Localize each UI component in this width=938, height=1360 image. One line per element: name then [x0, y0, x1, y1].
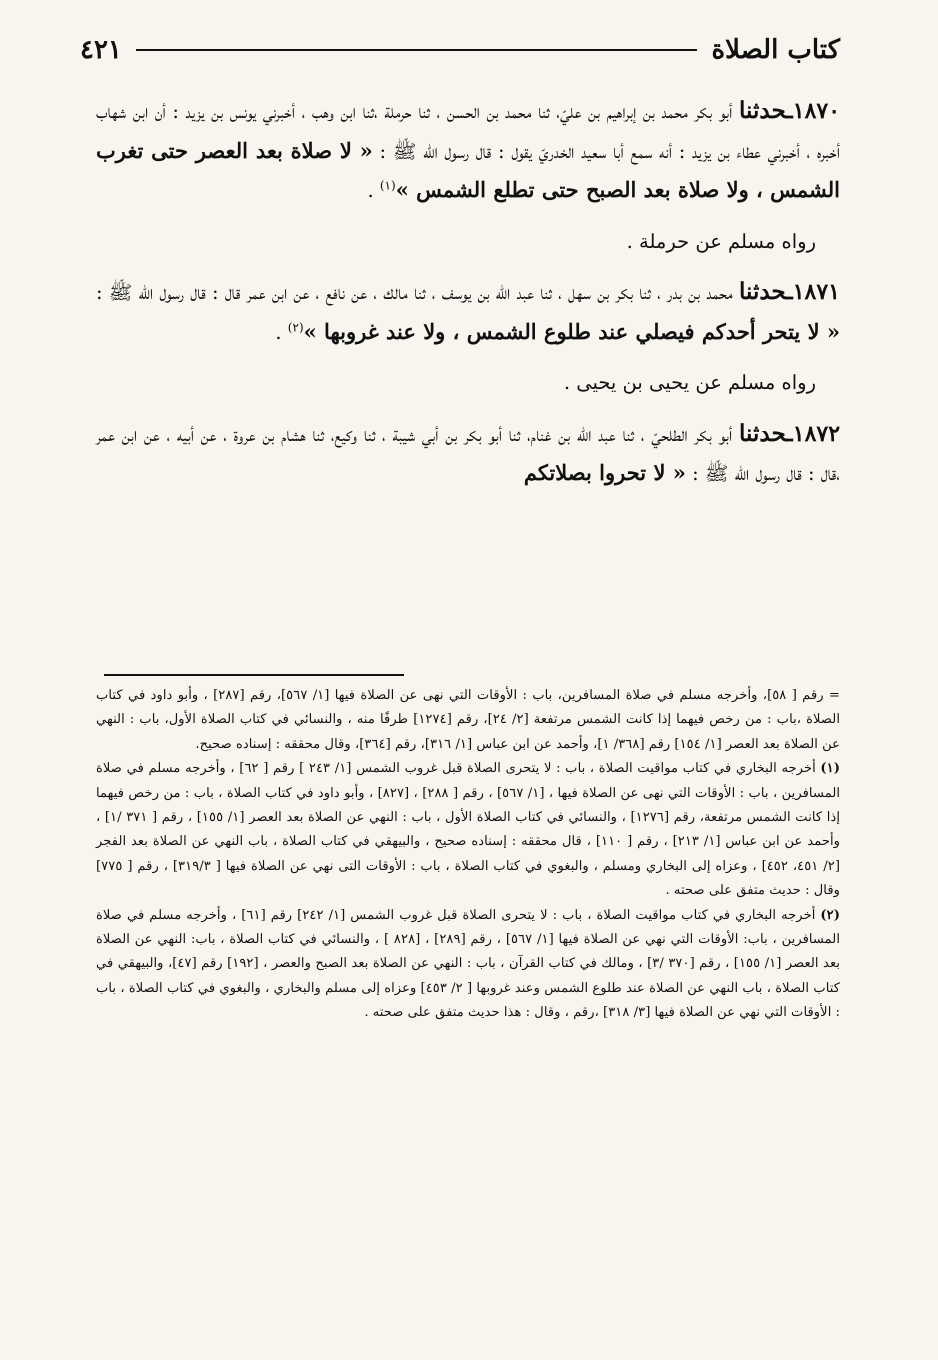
footnote-label: (٢): [820, 907, 841, 923]
hadith-isnad: محمد بن بدر ، ثنا بكر بن سهل ، ثنا عبد الله بن يوسف ، ثنا مالك ، عن نافع ، عن ابن عمر قال : قال رسول الله ﷺ :: [96, 281, 733, 304]
footnote-ref: (١): [379, 178, 396, 193]
hadith-number: ١٨٧١: [792, 279, 840, 305]
page-header: [80, 30, 840, 70]
footnote-1: [96, 757, 840, 903]
footnotes: [96, 684, 840, 1026]
main-text: [96, 92, 840, 506]
hadith-matn: « لا تحروا بصلاتكم: [523, 460, 686, 485]
hadith-isnad: أبو بكر الطلحيّ ، ثنا عبد الله بن غنام، ثنا أبو بكر بن أبي شيبة ، ثنا وكيع، ثنا هشام بن عروة ، عن أبيه ، عن ابن عمر ،قال : قال رسول الله ﷺ :: [96, 422, 840, 485]
hadith-end: .: [367, 179, 374, 202]
hadith-isnad: أبو بكر محمد بن إبراهيم بن عليّ، ثنا محمد بن الحسن ، ثنا حرملة ،ثنا ابن وهب ، أخبرني يونس بن يزيد : أن ابن شهاب أخبره ، أخبرني عطاء بن يزيد : أنه سمع أبا سعيد الخدريّ يقول : قال رسول الله ﷺ :: [96, 100, 840, 163]
header-rule: [136, 49, 698, 51]
footnote-label: (١): [820, 761, 840, 777]
footnote-separator: [104, 674, 404, 676]
page-number: ٤٢١: [80, 35, 122, 65]
haddathana: حدثنا: [739, 97, 787, 124]
footnote-ref: (٢): [287, 320, 304, 334]
hadith-number: ١٨٧٠: [792, 98, 841, 124]
hadith-1871: ١٨٧١ـحدثنا محمد بن بدر ، ثنا بكر بن سهل ، ثنا عبد الله بن يوسف ، ثنا مالك ، عن نافع ، عن ابن عمر قال : قال رسول الله ﷺ : « لا يتحر أحدكم فيصلي عند طلوع الشمس ، ولا عند غروبها »$^{(٢)}$ .: [96, 278, 840, 344]
hadith-1870: ١٨٧٠ـحدثنا أبو بكر محمد بن إبراهيم بن عليّ، ثنا محمد بن الحسن ، ثنا حرملة ،ثنا ابن وهب ، أخبرني يونس بن يزيد : أن ابن شهاب أخبره ، أخبرني عطاء بن يزيد : أنه سمع أبا سعيد الخدريّ يقول : قال رسول الله ﷺ : « لا صلاة بعد العصر حتى تغرب الشمس ، ولا صلاة بعد الصبح حتى تطلع الشمس »$^{(١)}$ .: [96, 97, 841, 202]
footnote-text: = رقم [ ٥٨]، وأخرجه مسلم في صلاة المسافرين، باب : الأوقات التي نهى عن الصلاة فيها [١/ ٥٦٧]، رقم [٢٨٧] ، وأبو داود في كتاب الصلاة ،باب : من رخص فيهما إذا كانت الشمس مرتفعة [٢/ ٢٤]، رقم [١٢٧٤] طرفًا منه ، والنسائي في كتاب الصلاة الأول، باب : النهي عن الصلاة بعد العصر [١/ ١٥٤] رقم [٣٦٨/ ١]، وأحمد عن ابن عباس [١/ ٣١٦]، رقم [٣٦٤]، وقال محققه : إسناده صحيح.: [96, 688, 840, 752]
hadith-matn: « لا صلاة بعد العصر حتى تغرب الشمس ، ولا صلاة بعد الصبح حتى تطلع الشمس »: [96, 137, 840, 202]
footnote-2: [96, 904, 840, 1026]
footnote-text: أخرجه البخاري في كتاب مواقيت الصلاة ، باب : لا يتحرى الصلاة قبل غروب الشمس [١/ ٢٤٣ ] رقم [ ٦٢] ، وأخرجه مسلم في صلاة المسافرين ، باب : الأوقات التي نهى عن الصلاة فيها ، [١/ ٥٦٧] ، رقم [ ٢٨٨] ، [٨٢٧] ، وأبو داود في كتاب الصلاة ، باب : من رخص فيهما إذا كانت الشمس مرتفعة، رقم [١٢٧٦] ، والنسائي في كتاب الصلاة الأول ، باب : النهي عن الصلاة بعد العصر [١/ ١٥٥] ، رقم [ ٣٧١ /١] ، وأحمد عن ابن عباس [١/ ٢١٣] ، رقم [ ١١٠] ، قال محققه : إسناده صحيح ، والبيهقي في كتاب الصلاة ، باب النهي عن الصلاة بعد الفجر [٢/ ٤٥١، ٤٥٢] ، وعزاه إلى البخاري ومسلم ، والبغوي في كتاب الصلاة ، باب : الأوقات التى نهي عن الصلاة فيها [ ٣١٩/٣] ، رقم [ ٧٧٥] وقال : حديث متفق على صحته .: [96, 761, 841, 899]
haddathana: حدثنا: [739, 278, 787, 305]
hadith-matn: « لا يتحر أحدكم فيصلي عند طلوع الشمس ، ولا عند غروبها »: [303, 318, 840, 344]
hadith-1872: ١٨٧٢ـحدثنا أبو بكر الطلحيّ ، ثنا عبد الله بن غنام، ثنا أبو بكر بن أبي شيبة ، ثنا وكيع، ثنا هشام بن عروة ، عن أبيه ، عن ابن عمر ،قال : قال رسول الله ﷺ : « لا تحروا بصلاتكم: [96, 419, 841, 485]
hadith-end: .: [275, 320, 282, 344]
riwaya-note: رواه مسلم عن يحيى بن يحيى .: [563, 371, 816, 394]
hadith-number: ١٨٧٢: [792, 420, 841, 447]
footnote-text: أخرجه البخاري في كتاب مواقيت الصلاة ، باب : لا يتحرى الصلاة قبل غروب الشمس [١/ ٢٤٢] رقم [٦١] ، وأخرجه مسلم في صلاة المسافرين ، باب: الأوقات التي نهي عن الصلاة فيها [١/ ٥٦٧] ، رقم [٢٨٩] ، [٨٢٨ ] ، والنسائي في كتاب الصلاة ، باب: النهي عن الصلاة بعد العصر [١/ ١٥٥] ، رقم [٣٧٠ /٣] ، ومالك في كتاب القرآن ، باب : النهي عن الصلاة بعد الصبح والعصر ، [١٩٢] رقم [٤٧]، والبيهقي في كتاب الصلاة ، باب النهي عن الصلاة عند طلوع الشمس وعند غروبها [ ٢/ ٤٥٣] وعزاه إلى مسلم والبخاري ، والبغوي في كتاب الصلاة ، باب : الأوقات التي نهي عن الصلاة فيها [٣/ ٣١٨] ،رقم ، وقال : هذا حديث متفق على صحته .: [96, 907, 841, 1021]
haddathana: حدثنا: [739, 419, 787, 447]
riwaya-note: رواه مسلم عن حرملة .: [626, 229, 816, 253]
footnote-continuation: [96, 684, 840, 757]
chapter-title: كتاب الصلاة: [711, 35, 840, 65]
